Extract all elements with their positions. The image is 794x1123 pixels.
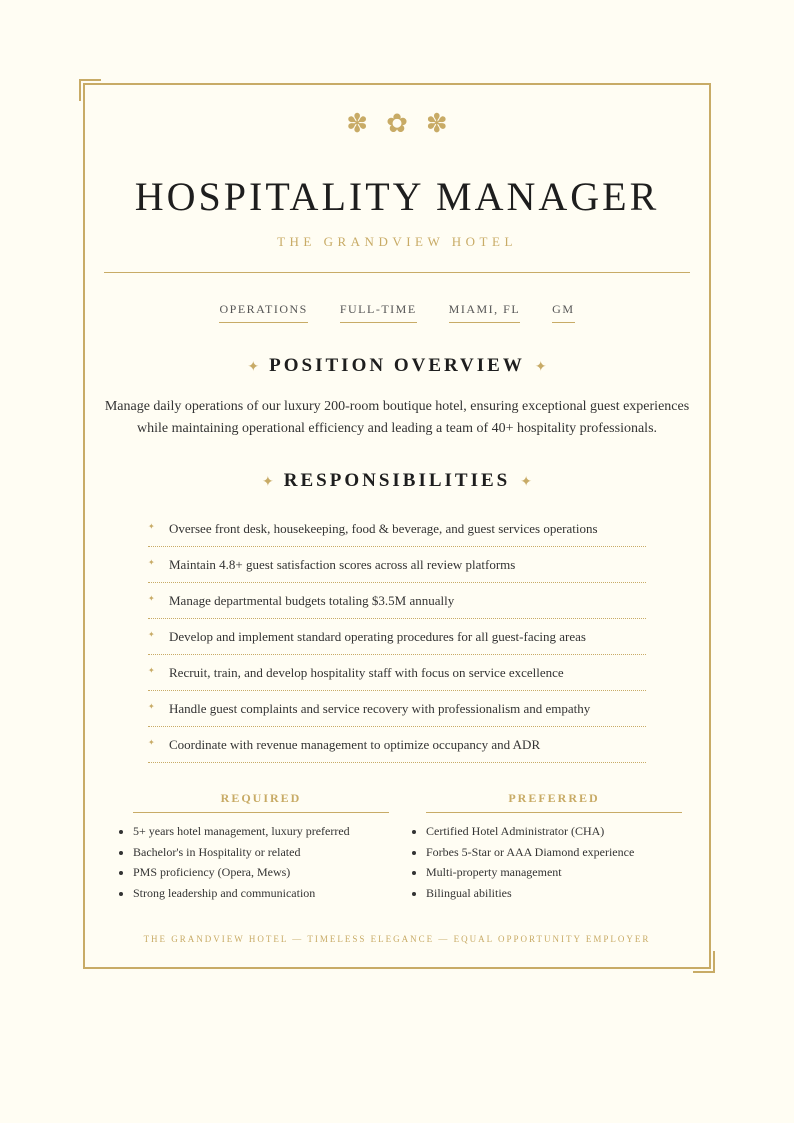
- hotel-name: THE GRANDVIEW HOTEL: [277, 234, 517, 249]
- corner-ornament-bottom-right: [693, 951, 715, 973]
- four-point-star-icon: ✦: [148, 666, 155, 675]
- required-item: • PMS proficiency (Opera, Mews): [133, 862, 383, 883]
- required-item: • Bachelor's in Hospitality or related: [133, 842, 383, 863]
- responsibility-text: Manage departmental budgets totaling $3.5M annually: [169, 593, 455, 608]
- responsibility-item: [148, 511, 646, 547]
- required-item: • 5+ years hotel management, luxury preferred: [133, 821, 383, 842]
- four-point-star-icon: ✦: [148, 522, 155, 531]
- four-point-star-icon: ✦: [148, 630, 155, 639]
- responsibility-text: Oversee front desk, housekeeping, food & beverage, and guest services operations: [169, 521, 598, 536]
- corner-ornament-top-left: [79, 79, 101, 101]
- responsibility-text: Coordinate with revenue management to optimize occupancy and ADR: [169, 737, 541, 752]
- qualifications: [104, 791, 690, 903]
- tag-location: MIAMI, FL: [449, 302, 521, 323]
- four-point-star-icon: ✦: [148, 702, 155, 711]
- overview-heading-text: POSITION OVERVIEW: [269, 355, 525, 376]
- required-heading: REQUIRED: [133, 791, 389, 813]
- responsibility-item: [148, 727, 646, 763]
- preferred-qualifications: [397, 791, 690, 903]
- job-title: HOSPITALITY MANAGER: [134, 174, 660, 219]
- flower-ornament-row: [104, 104, 690, 144]
- four-point-star-icon: ✦: [247, 359, 260, 375]
- preferred-heading: PREFERRED: [426, 791, 682, 813]
- responsibilities-heading: [104, 470, 690, 492]
- overview-heading: [104, 355, 690, 377]
- responsibility-item: [148, 655, 646, 691]
- preferred-item: • Certified Hotel Administrator (CHA): [426, 821, 675, 842]
- responsibility-text: Handle guest complaints and service recovery with professionalism and empathy: [169, 701, 591, 716]
- header-divider: [104, 272, 690, 273]
- overview-text: Manage daily operations of our luxury 200-room boutique hotel, ensuring exceptional guest experiences while maintaining operational efficiency and leading a team of 40+ hospitality professionals.: [104, 399, 690, 436]
- four-point-star-icon: ✦: [262, 474, 274, 490]
- responsibility-text: Develop and implement standard operating procedures for all guest-facing areas: [169, 629, 586, 644]
- four-point-star-icon: ✦: [520, 474, 532, 490]
- responsibilities-list: [148, 511, 646, 763]
- flower-ornament-icon: ✽: [425, 109, 466, 139]
- responsibility-item: [148, 691, 646, 727]
- four-point-star-icon: ✦: [148, 558, 155, 567]
- responsibilities-heading-text: RESPONSIBILITIES: [283, 470, 511, 491]
- required-item: • Strong leadership and communication: [133, 883, 383, 904]
- flower-ornament-icon: ✿: [386, 109, 426, 139]
- four-point-star-icon: ✦: [148, 594, 155, 603]
- tag-department: OPERATIONS: [219, 302, 307, 323]
- responsibility-item: [148, 583, 646, 619]
- responsibility-item: [148, 547, 646, 583]
- flower-ornament-icon: ✽: [346, 109, 387, 139]
- tag-reports-to: GM: [552, 302, 574, 323]
- responsibility-text: Recruit, train, and develop hospitality staff with focus on service excellence: [169, 665, 564, 680]
- responsibility-text: Maintain 4.8+ guest satisfaction scores across all review platforms: [169, 557, 516, 572]
- four-point-star-icon: ✦: [148, 738, 155, 747]
- tag-employment-type: FULL-TIME: [340, 302, 417, 323]
- required-qualifications: [104, 791, 397, 903]
- preferred-item: • Forbes 5-Star or AAA Diamond experience: [426, 842, 675, 863]
- preferred-item: • Multi-property management: [426, 862, 675, 883]
- required-list: [104, 821, 383, 903]
- responsibility-item: [148, 619, 646, 655]
- preferred-list: [397, 821, 675, 903]
- posting-content: [104, 104, 690, 944]
- four-point-star-icon: ✦: [534, 359, 547, 375]
- preferred-item: • Bilingual abilities: [426, 883, 675, 904]
- footer-tagline: THE GRANDVIEW HOTEL — TIMELESS ELEGANCE — EQUAL OPPORTUNITY EMPLOYER: [143, 934, 651, 944]
- job-tags: [104, 302, 690, 323]
